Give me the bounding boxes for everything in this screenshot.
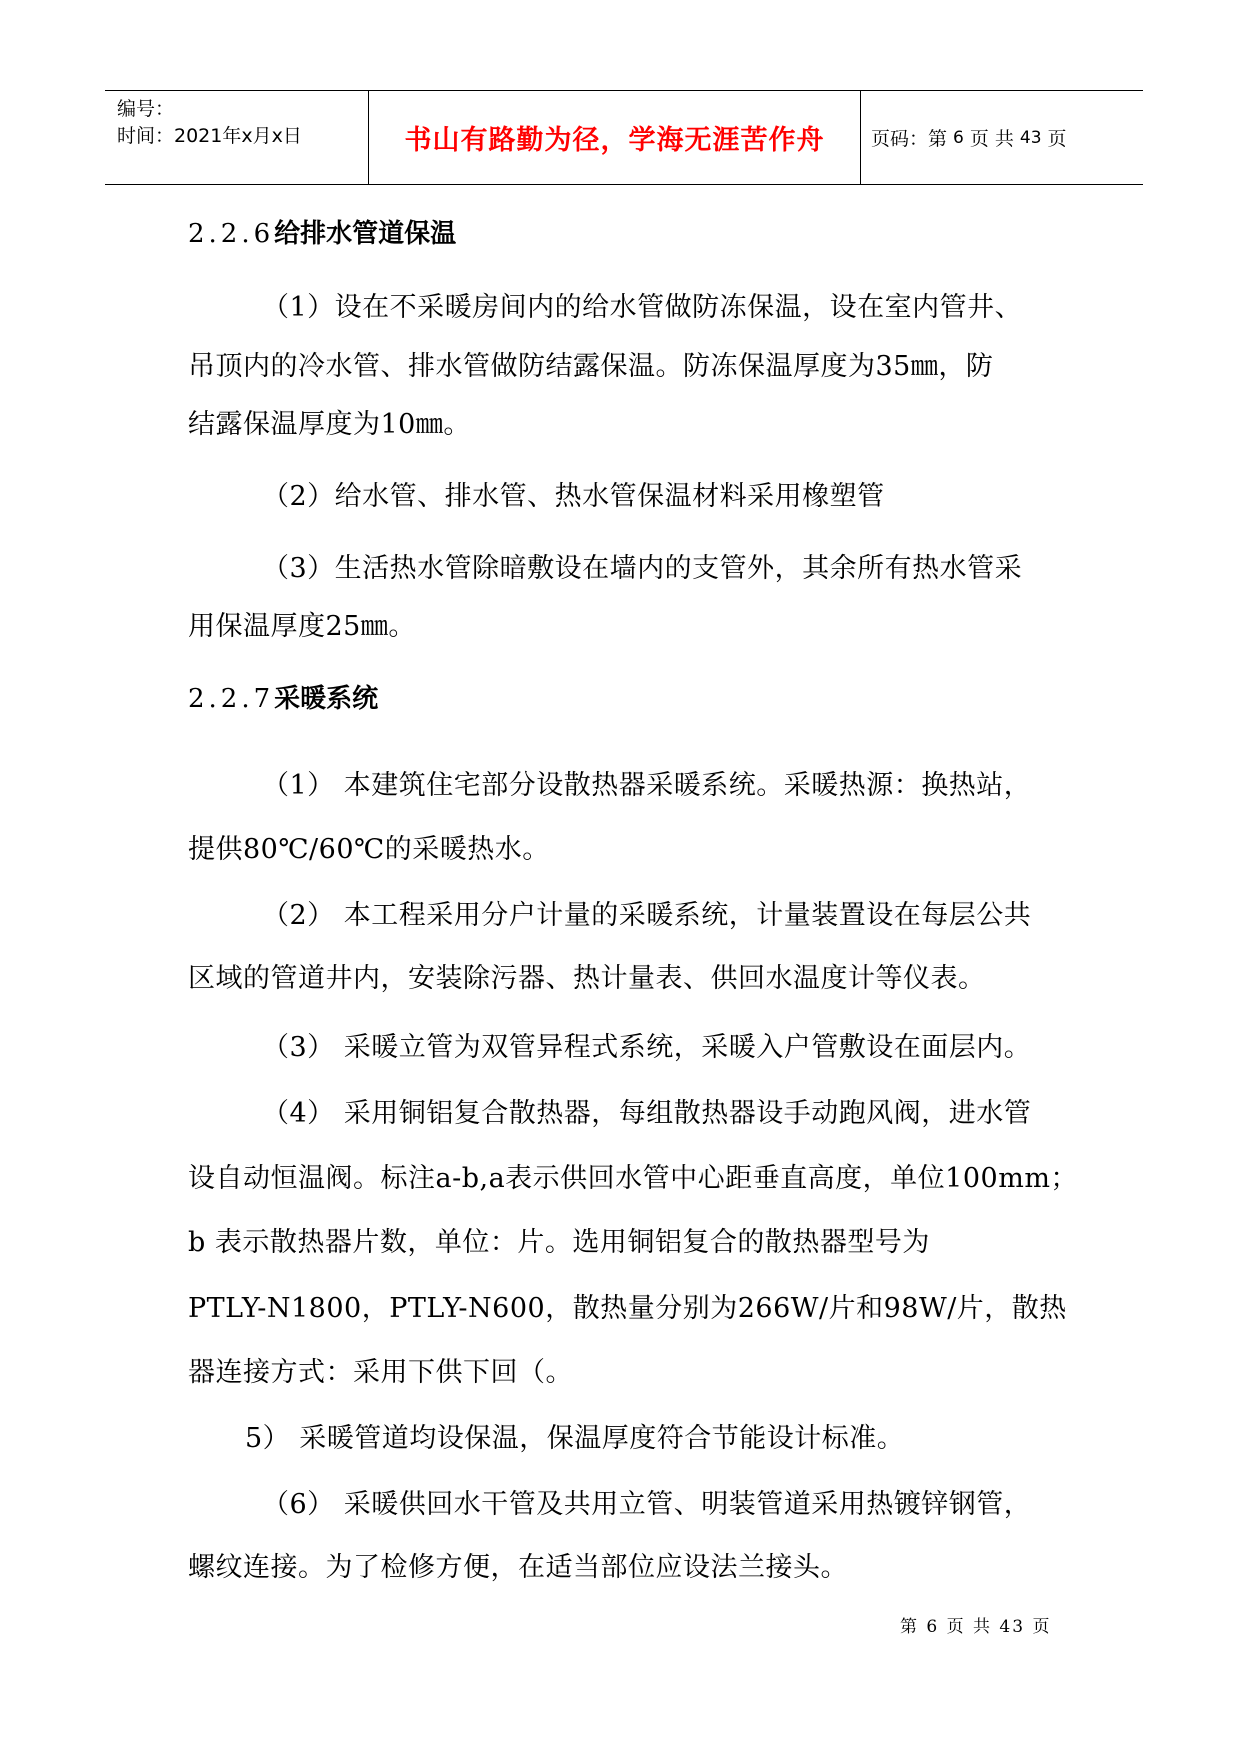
header-motto: 书山有路勤为径，学海无涯苦作舟 — [404, 125, 825, 156]
paragraph-line: （6） 采暖供回水干管及共用立管、明装管道采用热镀锌钢管， — [262, 1489, 1032, 1520]
paragraph-line: 器连接方式：采用下供下回（。 — [188, 1357, 573, 1388]
paragraph-line: 用保温厚度25㎜。 — [188, 611, 416, 642]
page-end: 页 — [1047, 128, 1067, 150]
page-number: 6 — [953, 127, 964, 148]
header-meta — [105, 91, 369, 184]
paragraph-line: （1）设在不采暖房间内的给水管做防冻保温，设在室内管井、 — [262, 292, 1023, 323]
page-label: 页码：第 — [871, 128, 948, 150]
paragraph-line: （3）生活热水管除暗敷设在墙内的支管外，其余所有热水管采 — [262, 553, 1023, 584]
page-header — [105, 90, 1143, 185]
document-time: 时间：2021年x月x日 — [117, 125, 302, 147]
header-page-info — [861, 91, 1143, 184]
paragraph-line: （2） 本工程采用分户计量的采暖系统，计量装置设在每层公共 — [262, 900, 1032, 931]
paragraph-line: （1） 本建筑住宅部分设散热器采暖系统。采暖热源：换热站， — [262, 770, 1032, 801]
paragraph-line: PTLY-N1800，PTLY-N600，散热量分别为266W/片和98W/片，散热 — [188, 1293, 1067, 1324]
paragraph-line: 结露保温厚度为10㎜。 — [188, 409, 471, 440]
page-mid: 页 共 — [969, 128, 1014, 150]
paragraph-line: （4） 采用铜铝复合散热器，每组散热器设手动跑风阀，进水管 — [262, 1098, 1032, 1129]
page-footer: 第 6 页 共 43 页 — [900, 1617, 1052, 1637]
page-total: 43 — [1019, 127, 1042, 148]
section-heading-2-2-6 — [188, 213, 456, 250]
section-number: 2.2.7 — [188, 684, 275, 714]
paragraph-line: （2）给水管、排水管、热水管保温材料采用橡塑管 — [262, 481, 885, 512]
section-heading-2-2-7 — [188, 678, 378, 715]
paragraph-line: （3） 采暖立管为双管异程式系统，采暖入户管敷设在面层内。 — [262, 1032, 1032, 1063]
paragraph-line: 5） 采暖管道均设保温，保温厚度符合节能设计标准。 — [245, 1423, 905, 1454]
paragraph-line: 吊顶内的冷水管、排水管做防结露保温。防冻保温厚度为35㎜，防 — [188, 351, 994, 382]
paragraph-line: 区域的管道井内，安装除污器、热计量表、供回水温度计等仪表。 — [188, 963, 986, 994]
paragraph-line: 提供80℃/60℃的采暖热水。 — [188, 834, 550, 865]
section-title: 采暖系统 — [274, 684, 379, 714]
paragraph-line: b 表示散热器片数，单位：片。选用铜铝复合的散热器型号为 — [188, 1227, 930, 1258]
section-number: 2.2.6 — [188, 219, 275, 249]
document-number-label: 编号： — [117, 98, 175, 120]
header-motto-cell — [369, 91, 861, 184]
paragraph-line: 设自动恒温阀。标注a-b,a表示供回水管中心距垂直高度，单位100mm； — [188, 1163, 1078, 1194]
paragraph-line: 螺纹连接。为了检修方便，在适当部位应设法兰接头。 — [188, 1552, 848, 1583]
section-title: 给排水管道保温 — [274, 219, 457, 249]
